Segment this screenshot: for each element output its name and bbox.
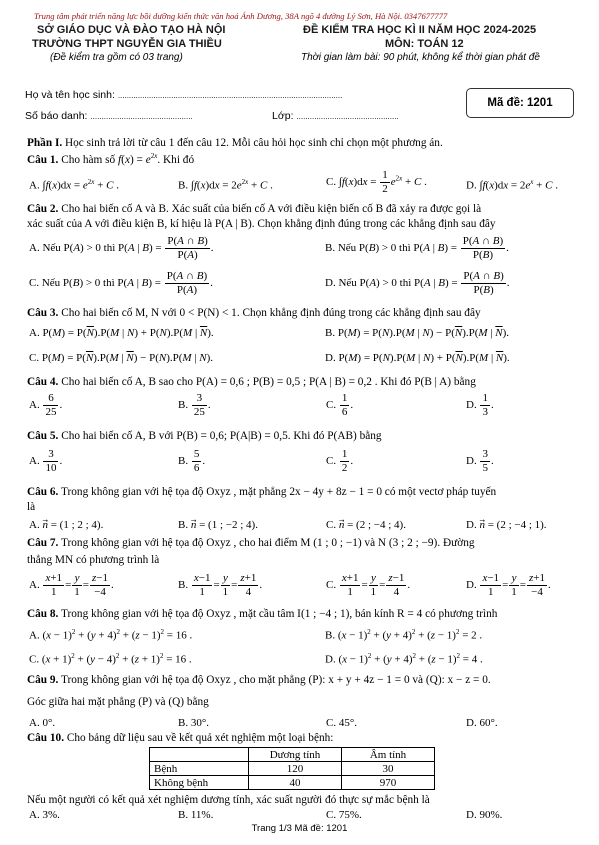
q2-option-b[interactable]: B. Nếu P(B) > 0 thì P(A | B) = $\frac{P(A \cap B)}{P(B)}$ . (325, 235, 509, 261)
table-header-cell: Âm tính (342, 748, 435, 762)
q7-option-c[interactable]: C. $\frac{x+1}{1}$ = $\frac{y}{1}$ = $\frac{z-1}{4}$ . (326, 572, 411, 598)
q8-option-d[interactable]: D. $(x - 1)^2 + (y + 4)^2 + (z - 1)^2 = 4$ . (325, 652, 483, 666)
test-results-table (149, 747, 435, 790)
page-footer: Trang 1/3 Mã đề: 1201 (251, 823, 348, 834)
q7-option-d[interactable]: D. $\frac{x-1}{1}$ = $\frac{y}{1}$ = $\frac{z+1}{-4}$ . (466, 572, 551, 598)
subject-label: MÔN: TOÁN 12 (385, 38, 464, 50)
q5-option-b[interactable]: B. $\frac{5}{6}$ . (178, 448, 206, 474)
q8-option-b[interactable]: B. $(x - 1)^2 + (y + 4)^2 + (z - 1)^2 = 2$ . (325, 628, 483, 642)
table-row (150, 762, 435, 776)
q4-option-c[interactable]: C. $\frac{1}{6}$ . (326, 392, 354, 418)
school-name: TRƯỜNG THPT NGUYỄN GIA THIỀU (32, 38, 222, 50)
table-cell: Không bệnh (150, 776, 249, 790)
question-9: Câu 9. Trong không gian với hệ tọa độ Oxyz , cho mặt phẳng (P): x + y + 4z − 1 = 0 và (Q): x − z = 0. (27, 674, 491, 686)
table-cell: 970 (342, 776, 435, 790)
question-10-followup: Nếu một người có kết quả xét nghiệm dương tính, xác suất người đó thực sự mắc bệnh là (27, 794, 430, 806)
page-count-note: (Đề kiểm tra gồm có 03 trang) (50, 52, 183, 63)
q1-option-d[interactable]: D. $\int f(x)dx = 2e^x + C$ . (466, 178, 558, 192)
q10-option-b[interactable]: B. 11%. (178, 809, 214, 821)
q5-option-d[interactable]: D. $\frac{3}{5}$ . (466, 448, 494, 474)
question-5: Câu 5. Cho hai biến cố A, B với P(B) = 0,6; P(A|B) = 0,5. Khi đó P(AB) bằng (27, 430, 382, 442)
question-7-line2: thẳng MN có phương trình là (27, 554, 160, 566)
q1-option-b[interactable]: B. $\int f(x)dx = 2e^{2x} + C$ . (178, 178, 273, 192)
q8-option-c[interactable]: C. $(x + 1)^2 + (y - 4)^2 + (z + 1)^2 = 16$ . (29, 652, 192, 666)
q10-option-d[interactable]: D. 90%. (466, 809, 503, 821)
q2-option-c[interactable]: C. Nếu P(B) > 0 thì P(A | B) = $\frac{P(A \cap B)}{P(A)}$ . (29, 270, 213, 296)
q5-option-c[interactable]: C. $\frac{1}{2}$ . (326, 448, 354, 474)
q8-option-a[interactable]: A. $(x - 1)^2 + (y + 4)^2 + (z - 1)^2 = 16$ . (29, 628, 193, 642)
q7-option-a[interactable]: A. $\frac{x+1}{1}$ = $\frac{y}{1}$ = $\frac{z-1}{-4}$ . (29, 572, 114, 598)
question-6: Câu 6. Trong không gian với hệ tọa độ Oxyz , mặt phẳng 2x − 4y + 8z − 1 = 0 có một vectơ pháp tuyến (27, 486, 497, 498)
question-2-line2: xác suất của A với điều kiện B, kí hiệu là P(A | B). Chọn khẳng định đúng trong các khẳng định sau đây (27, 218, 496, 230)
q10-option-c[interactable]: C. 75%. (326, 809, 362, 821)
q1-option-a[interactable]: A. $\int f(x)dx = e^{2x} + C$ . (29, 178, 119, 192)
question-7: Câu 7. Trong không gian với hệ tọa độ Oxyz , cho hai điểm M (1 ; 0 ; −1) và N (3 ; 2 ; −9). Đường (27, 537, 475, 549)
q3-option-b[interactable]: B. P(M) = P(N).P(M | $N) - P(\overline{N}).P(M$ | $\overline{N}$). (325, 327, 510, 339)
q5-option-a[interactable]: A. $\frac{3}{10}$ . (29, 448, 63, 474)
question-8: Câu 8. Trong không gian với hệ tọa độ Oxyz , mặt cầu tâm I(1 ; −4 ; 1), bán kính R = 4 có phương trình (27, 608, 498, 620)
table-cell: 120 (249, 762, 342, 776)
table-header-cell: Dương tính (249, 748, 342, 762)
q9-option-d[interactable]: D. 60°. (466, 717, 498, 729)
table-cell: 40 (249, 776, 342, 790)
student-id-field[interactable]: Số báo danh: .............................................. (25, 110, 193, 122)
question-6-line2: là (27, 501, 36, 513)
q4-option-b[interactable]: B. $\frac{3}{25}$ . (178, 392, 211, 418)
q2-option-a[interactable]: A. Nếu P(A) > 0 thì P(A | B) = $\frac{P(A \cap B)}{P(A)}$ . (29, 235, 214, 261)
question-2-line1: Câu 2. Cho hai biến cố A và B. Xác suất của biến cố A với điều kiện biến cố B đã xảy ra được gọi là (27, 203, 482, 215)
student-name-field[interactable]: Họ và tên học sinh: ..................................................................................................... (25, 89, 343, 101)
q3-option-d[interactable]: D. P(M) = P(N).P(M | $N) + P(\overline{N}).P(M$ | $\overline{N}$). (325, 352, 510, 364)
q9-option-a[interactable]: A. 0°. (29, 717, 56, 729)
class-field[interactable]: Lớp: .............................................. (272, 110, 399, 122)
q9-option-b[interactable]: B. 30°. (178, 717, 209, 729)
q4-option-d[interactable]: D. $\frac{1}{3}$ . (466, 392, 494, 418)
q3-option-a[interactable]: A. $P(M) = P(\overline{N}).P(M$ | N) + P(N).P(M | $\overline{N}$). (29, 327, 214, 339)
table-row (150, 776, 435, 790)
table-header-cell (150, 748, 249, 762)
question-1: Câu 1. Cho hàm số $f(x) = e^{2x}$. Khi đó (27, 152, 195, 166)
q9-option-c[interactable]: C. 45°. (326, 717, 357, 729)
q6-option-d[interactable]: D. n⃗ = (2 ; −4 ; 1). (466, 519, 547, 531)
center-info-line: Trung tâm phát triển năng lực bồi dưỡng kiến thức văn hoá Ánh Dương, 38A ngõ 4 đường Lý Sơn, Hà Nội. 0347677777 (34, 11, 448, 21)
table-cell: 30 (342, 762, 435, 776)
exam-title: ĐỀ KIỂM TRA HỌC KÌ II NĂM HỌC 2024-2025 (303, 24, 537, 36)
question-10: Câu 10. Cho bảng dữ liệu sau về kết quả xét nghiệm một loại bệnh: (27, 732, 334, 744)
q4-option-a[interactable]: A. $\frac{6}{25}$ . (29, 392, 63, 418)
exam-code-box: Mã đề: 1201 (466, 88, 574, 118)
q6-option-c[interactable]: C. n⃗ = (2 ; −4 ; 4). (326, 519, 406, 531)
q2-option-d[interactable]: D. Nếu P(A) > 0 thì P(A | B) = $\frac{P(A \cap B)}{P(B)}$ . (325, 270, 510, 296)
q7-option-b[interactable]: B. $\frac{x-1}{1}$ = $\frac{y}{1}$ = $\frac{z+1}{4}$ . (178, 572, 263, 598)
question-3: Câu 3. Cho hai biến cố M, N với 0 < P(N) < 1. Chọn khẳng định đúng trong các khẳng định sau đây (27, 307, 481, 319)
department-name: SỞ GIÁO DỤC VÀ ĐÀO TẠO HÀ NỘI (37, 24, 226, 36)
time-note: Thời gian làm bài: 90 phút, không kể thời gian phát đề (301, 52, 540, 63)
part-one-instruction: Phần I. Học sinh trả lời từ câu 1 đến câu 12. Mỗi câu hỏi học sinh chỉ chọn một phương án. (27, 137, 443, 149)
question-4: Câu 4. Cho hai biến cố A, B sao cho P(A) = 0,6 ; P(B) = 0,5 ; P(A | B) = 0,2 . Khi đó P(B | A) bằng (27, 376, 476, 388)
table-cell: Bệnh (150, 762, 249, 776)
q3-option-c[interactable]: C. $P(M) = P(\overline{N}).P(M$ | $\overline{N}) - P(N).P(M$ | N). (29, 352, 214, 364)
q10-option-a[interactable]: A. 3%. (29, 809, 60, 821)
table-header-row (150, 748, 435, 762)
question-9-line2: Góc giữa hai mặt phẳng (P) và (Q) bằng (27, 696, 209, 708)
q6-option-b[interactable]: B. n⃗ = (1 ; −2 ; 4). (178, 519, 258, 531)
q1-option-c[interactable]: C. ∫f(x)dx = $\frac{1}{2}$ $e^{2x} + C$ . (326, 169, 427, 195)
q6-option-a[interactable]: A. n⃗ = (1 ; 2 ; 4). (29, 519, 104, 531)
